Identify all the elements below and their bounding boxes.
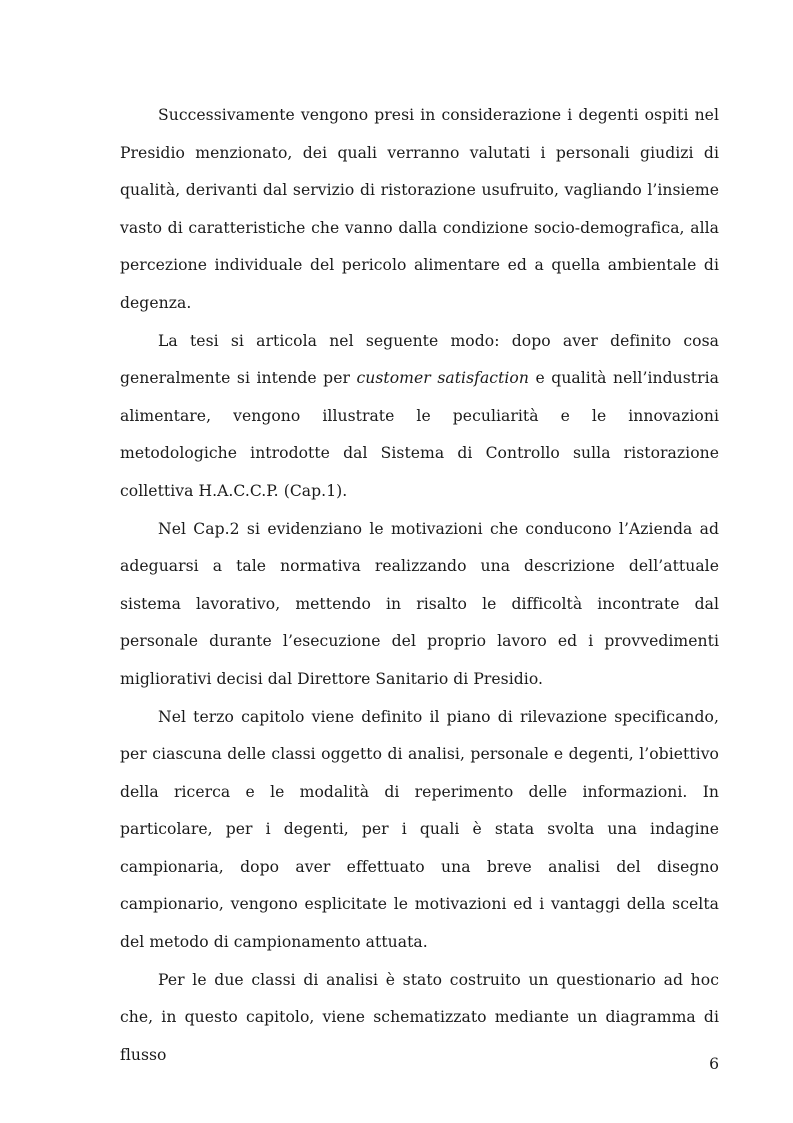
- paragraph: [120, 699, 719, 962]
- paragraph: [120, 323, 719, 511]
- body-text: [120, 97, 719, 1074]
- paragraph: [120, 962, 719, 1075]
- paragraph-text: Per le due classi di analisi è stato costruito un questionario ad hoc che, in questo capitolo, viene schematizzato mediante un diagramma di flusso: [120, 970, 719, 1064]
- paragraph-text: La tesi si articola nel seguente modo: dopo aver definito cosa generalmente si intende per: [120, 331, 719, 388]
- italic-term: customer satisfaction: [356, 369, 529, 388]
- paragraph: [120, 511, 719, 699]
- paragraph-text: Nel Cap.2 si evidenziano le motivazioni che conducono l’Azienda ad adeguarsi a tale normativa realizzando una descrizione dell’attuale sistema lavorativo, mettendo in risalto le difficoltà incontrate dal personale durante l’esecuzione del proprio lavoro ed i provvedimenti migliorativi decisi dal Direttore Sanitario di Presidio.: [120, 519, 719, 688]
- paragraph-text: Nel terzo capitolo viene definito il piano di rilevazione specificando, per ciascuna delle classi oggetto di analisi, personale e degenti, l’obiettivo della ricerca e le modalità di reperimento delle informazioni. In particolare, per i degenti, per i quali è stata svolta una indagine campionaria, dopo aver effettuato una breve analisi del disegno campionario, vengono esplicitate le motivazioni ed i vantaggi della scelta del metodo di campionamento attuata.: [120, 707, 719, 952]
- page-number: 6: [709, 1055, 719, 1073]
- paragraph-text: Successivamente vengono presi in considerazione i degenti ospiti nel Presidio menzionato, dei quali verranno valutati i personali giudizi di qualità, derivanti dal servizio di ristorazione usufruito, vagliando l’insieme vasto di caratteristiche che vanno dalla condizione socio-demografica, alla percezione individuale del pericolo alimentare ed a quella ambientale di degenza.: [120, 106, 719, 312]
- paragraph-text: e qualità nell’industria alimentare, vengono illustrate le peculiarità e le innovazioni metodologiche introdotte dal Sistema di Controllo sulla ristorazione collettiva H.A.C.C.P. (Cap.1).: [120, 369, 719, 500]
- paragraph: [120, 97, 719, 323]
